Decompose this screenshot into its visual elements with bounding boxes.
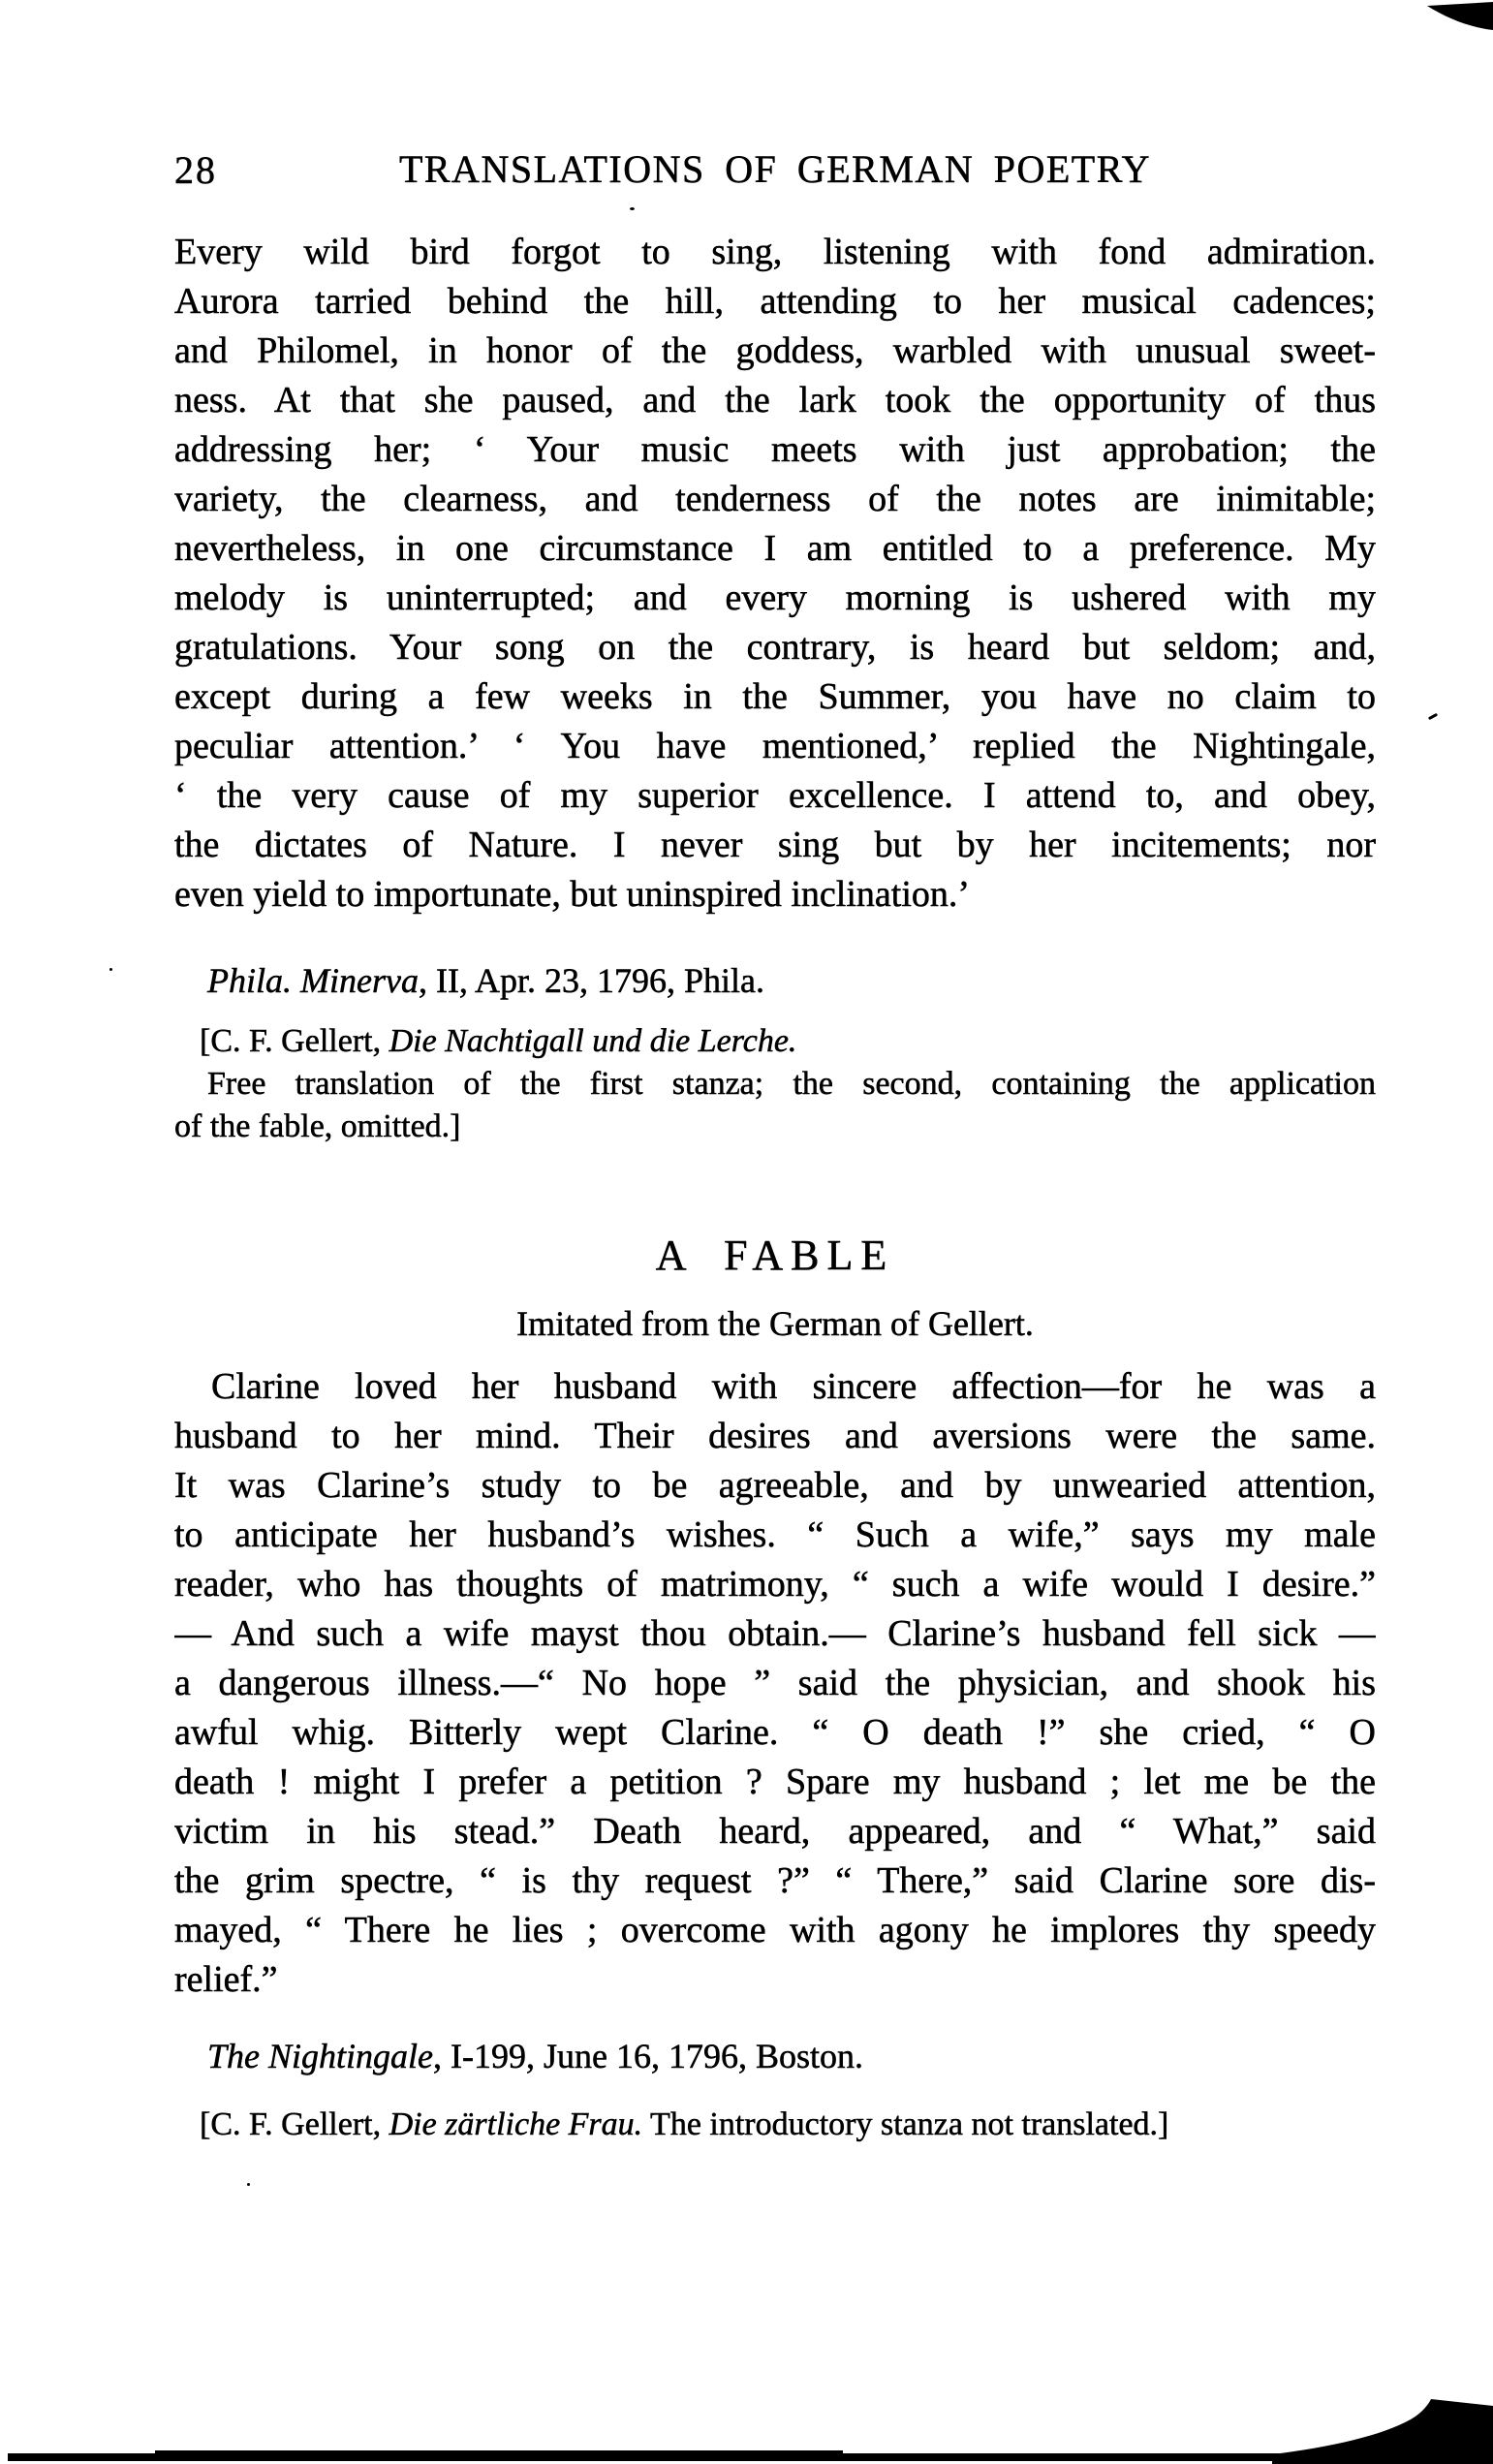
text-line: husband to her mind. Their desires and aversions were the same.	[174, 1416, 1376, 1456]
scan-artifact-bottom-strip	[8, 2453, 1493, 2461]
text-line: the dictates of Nature. I never sing but by her incitements; nor	[174, 825, 1376, 865]
text-line: to anticipate her husband’s wishes. “ Such a wife,” says my male	[174, 1514, 1376, 1555]
scan-artifact-bottom-strip-thick	[155, 2450, 843, 2456]
text-line: It was Clarine’s study to be agreeable, and by unwearied attention,	[174, 1465, 1376, 1506]
page-number: 28	[174, 148, 217, 192]
text-line: nevertheless, in one circumstance I am entitled to a preference. My	[174, 528, 1376, 569]
scan-speck	[1428, 713, 1438, 720]
note-german-title: Die zärtliche Frau.	[389, 2106, 643, 2142]
text-line: death ! might I prefer a petition ? Spare my husband ; let me be the	[174, 1762, 1376, 1802]
text-line: Aurora tarried behind the hill, attending to her musical cadences;	[174, 281, 1376, 322]
text-line: gratulations. Your song on the contrary, is heard but seldom; and,	[174, 627, 1376, 668]
scan-speck	[247, 2183, 250, 2186]
note-german-title: Die Nachtigall und die Lerche.	[389, 1023, 797, 1059]
note-comment: The introductory stanza not translated.]	[642, 2106, 1169, 2142]
text-line: melody is uninterrupted; and every morning is ushered with my	[174, 577, 1376, 618]
entry2-note	[174, 2104, 1376, 2146]
citation-source-details: , II, Apr. 23, 1796, Phila.	[418, 961, 764, 1000]
section-heading: A FABLE	[655, 1232, 895, 1279]
note-line: Free translation of the first stanza; the second, containing the application	[207, 1066, 1376, 1102]
entry1-note	[174, 1020, 1376, 1148]
text-line: awful whig. Bitterly wept Clarine. “ O death !” she cried, “ O	[174, 1712, 1376, 1753]
entry1-paragraph	[174, 228, 1376, 920]
note-attribution: [C. F. Gellert,	[200, 1023, 389, 1059]
text-line: addressing her; ‘ Your music meets with just approbation; the	[174, 429, 1376, 470]
text-line: mayed, “ There he lies ; overcome with agony he implores thy speedy	[174, 1910, 1376, 1950]
text-line: ness. At that she paused, and the lark took the opportunity of thus	[174, 380, 1376, 421]
text-line: even yield to importunate, but uninspired inclination.’	[174, 874, 971, 915]
citation-source-title: Phila. Minerva	[207, 961, 419, 1000]
text-line: Clarine loved her husband with sincere affection—for he was a	[211, 1366, 1376, 1407]
scan-artifact-top-right-wedge	[1427, 2, 1493, 30]
citation-source-details: , I-199, June 16, 1796, Boston.	[433, 2037, 863, 2075]
scan-speck	[630, 207, 635, 210]
text-line: peculiar attention.’ ‘ You have mentioned,’ replied the Nightingale,	[174, 726, 1376, 766]
text-line: ‘ the very cause of my superior excellence. I attend to, and obey,	[174, 775, 1376, 816]
text-line: variety, the clearness, and tenderness of the notes are inimitable;	[174, 479, 1376, 519]
text-line: — And such a wife mayst thou obtain.— Clarine’s husband fell sick —	[174, 1613, 1376, 1654]
scan-speck	[109, 968, 112, 971]
scan-artifact-bottom-right-curl	[1272, 2399, 1493, 2464]
running-title: TRANSLATIONS OF GERMAN POETRY	[398, 147, 1152, 191]
text-line: reader, who has thoughts of matrimony, “ such a wife would I desire.”	[174, 1564, 1376, 1605]
section-subheading: Imitated from the German of Gellert.	[516, 1304, 1034, 1343]
text-line: relief.”	[174, 1959, 278, 2000]
text-line: victim in his stead.” Death heard, appeared, and “ What,” said	[174, 1811, 1376, 1852]
text-line: except during a few weeks in the Summer, you have no claim to	[174, 676, 1376, 717]
note-line: of the fable, omitted.]	[174, 1108, 461, 1144]
note-line	[174, 2104, 1376, 2146]
text-line: a dangerous illness.—“ No hope ” said the physician, and shook his	[174, 1663, 1376, 1703]
citation-source-title: The Nightingale	[207, 2037, 433, 2075]
text-line: Every wild bird forgot to sing, listening with fond admiration.	[174, 232, 1376, 272]
entry1-citation	[174, 961, 1376, 1000]
note-line	[174, 1020, 1376, 1063]
entry2-citation	[174, 2037, 1376, 2075]
text-line: the grim spectre, “ is thy request ?” “ There,” said Clarine sore dis-	[174, 1860, 1376, 1901]
running-header	[174, 147, 1376, 192]
text-line: and Philomel, in honor of the goddess, warbled with unusual sweet-	[174, 330, 1376, 371]
note-attribution: [C. F. Gellert,	[200, 2106, 389, 2142]
entry2-paragraph	[174, 1362, 1376, 2005]
